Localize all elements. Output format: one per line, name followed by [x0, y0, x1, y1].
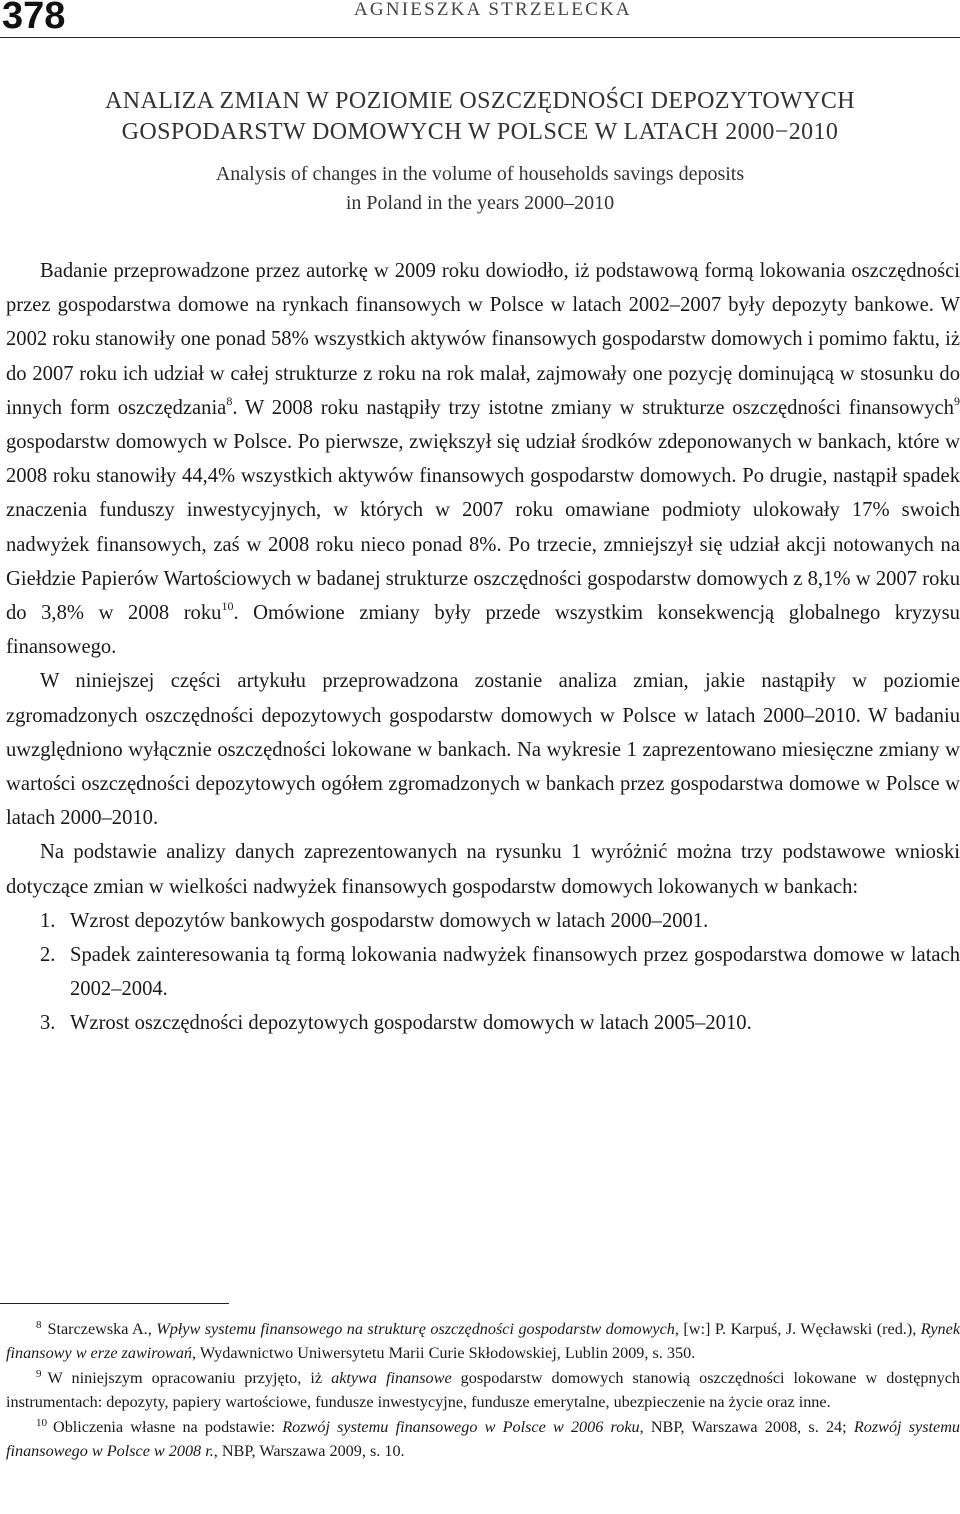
footnote-italic: Wpływ systemu finansowego na strukturę oszczędności gospodarstw domowych: [156, 1320, 675, 1338]
footnote-number: 8: [36, 1319, 42, 1331]
list-item-text: Spadek zainteresowania tą formą lokowania nadwyżek finansowych przez gospodarstwa domowe w latach 2002‒2004.: [70, 944, 960, 1001]
paragraph-2: W niniejszej części artykułu przeprowadzona zostanie analiza zmian, jakie nastąpiły w poziomie zgromadzonych oszczędności depozytowych gospodarstw domowych w Polsce w latach 2000‒2010. W badaniu uwzględniono wyłącznie oszczędności lokowane w bankach. Na wykresie 1 zaprezentowano miesięczne zmiany w wartości oszczędności depozytowych ogółem zgromadzonych w bankach przez gospodarstwa domowe w Polsce w latach 2000‒2010.: [6, 670, 960, 830]
footnote-italic: Rozwój systemu finansowego w Polsce w 2006 roku: [282, 1417, 640, 1436]
footnote-text: Starczewska A.,: [47, 1320, 157, 1338]
list-item: [6, 938, 960, 1006]
footnote-text: , NBP, Warszawa 2008, s. 24;: [639, 1417, 854, 1436]
subtitle-line-1: Analysis of changes in the volume of households savings deposits: [215, 163, 745, 185]
footnote-italic: aktywa finansowe: [331, 1368, 452, 1387]
footnote-italic: Rozwój systemu finansowego w Polsce w 2008 r.: [6, 1417, 960, 1461]
footnote-9: [6, 1366, 960, 1415]
running-head: AGNIESZKA STRZELECKA: [354, 0, 632, 20]
paragraph-1-part-d: . Omówione zmiany były przede wszystkim konsekwencją globalnego kryzysu finansowego.: [6, 602, 960, 659]
subtitle-line-2: in Poland in the years 2000‒2010: [345, 192, 615, 214]
footnote-text: Obliczenia własne na podstawie:: [53, 1417, 283, 1436]
footnote-rule: [0, 1303, 229, 1304]
paragraph-1: [6, 254, 960, 664]
conclusions-list: [6, 904, 960, 1041]
paragraph-3: Na podstawie analizy danych zaprezentowanych na rysunku 1 wyróżnić można trzy podstawowe wnioski dotyczące zmian w wielkości nadwyżek finansowych gospodarstw domowych lokowanych w bankach:: [6, 841, 960, 898]
article-title: [0, 86, 960, 148]
footnote-text: , Wydawnictwo Uniwersytetu Marii Curie Skłodowskiej, Lublin 2009, s. 350.: [192, 1344, 696, 1363]
title-line-1: ANALIZA ZMIAN W POZIOMIE OSZCZĘDNOŚCI DEPOZYTOWYCH: [105, 88, 855, 114]
paragraph-1-part-b: . W 2008 roku nastąpiły trzy istotne zmiany w strukturze oszczędności finansowych: [232, 396, 954, 419]
footnote-number: 9: [36, 1367, 42, 1380]
footnote-text: gospodarstw domowych stanowią oszczędności lokowane w dostępnych instrumentach: depozyty, papiery wartościowe, fundusze inwestycyjne, fundusze emerytalne, ubezpieczenie na życie oraz inne.: [6, 1368, 960, 1412]
list-item: [6, 1006, 960, 1040]
article-subtitle: [0, 160, 960, 218]
footnote-ref-9: 9: [953, 393, 960, 408]
footnote-italic: Rynek finansowy w erze zawirowań: [6, 1320, 960, 1363]
list-item: [6, 904, 960, 938]
footnotes: [6, 1317, 960, 1463]
paragraph-1-part-a: Badanie przeprowadzone przez autorkę w 2009 roku dowiodło, iż podstawową formą lokowania oszczędności przez gospodarstwa domowe na rynkach finansowych w Polsce w latach 2002‒2007 były depozyty bankowe. W 2002 roku stanowiły one ponad 58% wszystkich aktywów finansowych gospodarstw domowych i pomimo faktu, iż do 2007 roku ich udział w całej strukturze z roku na rok malał, zajmowały one pozycję dominującą w stosunku do innych form oszczędzania: [6, 260, 960, 419]
footnote-number: 10: [36, 1416, 47, 1429]
paragraph-1-part-c: gospodarstw domowych w Polsce. Po pierwsze, zwiększył się udział środków zdeponowanych w bankach, które w 2008 roku stanowiły 44,4% wszystkich aktywów finansowych gospodarstw domowych. Po drugie, nastąpił spadek znaczenia funduszy inwestycyjnych, w których w 2007 roku omawiane podmioty ulokowały 17% swoich nadwyżek finansowych, zaś w 2008 roku nieco ponad 8%. Po trzecie, zmniejszył się udział akcji notowanych na Giełdzie Papierów Wartościowych w badanej strukturze oszczędności gospodarstw domowych z 8,1% w 2007 roku do 3,8% w 2008 roku: [6, 431, 960, 625]
page-number: 378: [2, 0, 66, 37]
list-item-text: Wzrost oszczędności depozytowych gospodarstw domowych w latach 2005‒2010.: [70, 1012, 752, 1035]
title-line-2: GOSPODARSTW DOMOWYCH W POLSCE W LATACH 2000−2010: [121, 119, 839, 145]
header-rule: [0, 37, 960, 38]
footnote-ref-8: 8: [226, 393, 233, 408]
footnote-text: , [w:] P. Karpuś, J. Węcławski (red.),: [674, 1320, 921, 1338]
footnote-text: W niniejszym opracowaniu przyjęto, iż: [47, 1368, 332, 1387]
list-item-number: 2.: [40, 944, 56, 967]
footnote-text: , NBP, Warszawa 2009, s. 10.: [213, 1442, 405, 1461]
list-item-text: Wzrost depozytów bankowych gospodarstw domowych w latach 2000‒2001.: [70, 909, 709, 932]
footnote-10: [6, 1415, 960, 1464]
list-item-number: 3.: [40, 1012, 56, 1035]
list-item-number: 1.: [40, 909, 56, 932]
body-text: [6, 254, 960, 1041]
footnote-8: [6, 1317, 960, 1366]
footnote-ref-10: 10: [221, 599, 234, 614]
